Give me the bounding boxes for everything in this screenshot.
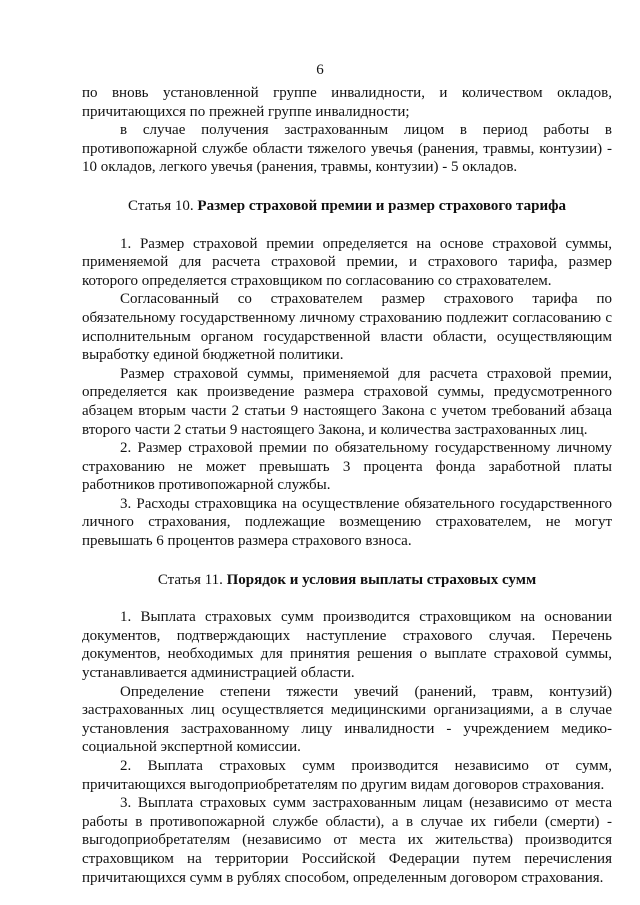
paragraph: в случае получения застрахованным лицом в период работы в противопожарной службе области тяжелого увечья (ранения, травмы, контузии) - 10 окладов, легкого увечья (ранения, травмы, контузии) - 5 окладов.: [82, 122, 612, 176]
paragraph: 3. Выплата страховых сумм застрахованным лицам (независимо от места работы в противопожарной службе области), а в случае их гибели (смерти) - выгодоприобретателям (независимо от места их жительства) производится страховщиком на территории Российской Федерации путем перечисления причитающихся сумм в рублях способом, определенным договором страхования.: [82, 795, 612, 886]
paragraph: 1. Размер страховой премии определяется на основе страховой суммы, применяемой для расчета страховой премии, и страхового тарифа, размер которого определяется страховщиком по согласованию со страхователем.: [82, 235, 612, 289]
paragraph: 1. Выплата страховых сумм производится страховщиком на основании документов, подтверждающих наступление страхового случая. Перечень документов, необходимых для принятия решения о выплате страховой суммы, устанавливается администрацией области.: [82, 609, 612, 682]
paragraph: по вновь установленной группе инвалидности, и количеством окладов, причитающихся по прежней группе инвалидности;: [82, 85, 612, 120]
article-11-heading: [82, 571, 612, 590]
article-11-title: Порядок и условия выплаты страховых сумм: [226, 571, 537, 588]
article-11-prefix: Статья 11.: [157, 571, 223, 588]
article-10-title: Размер страховой премии и размер страхового тарифа: [197, 197, 566, 214]
article-10-heading: [82, 197, 612, 216]
paragraph: 2. Выплата страховых сумм производится независимо от сумм, причитающихся выгодоприобретателям по другим видам договоров страхования.: [82, 758, 612, 793]
page-number: 6: [316, 62, 324, 78]
paragraph: Размер страховой суммы, применяемой для расчета страховой премии, определяется как произведение размера страховой суммы, предусмотренного абзацем вторым части 2 статьи 9 настоящего Закона с учетом требований абзаца второго части 2 статьи 9 настоящего Закона, и количества застрахованных лиц.: [82, 365, 612, 438]
paragraph: 3. Расходы страховщика на осуществление обязательного государственного личного страхования, подлежащие возмещению страхователем, не могут превышать 6 процентов размера страхового взноса.: [82, 495, 612, 550]
paragraph: Определение степени тяжести увечий (ранений, травм, контузий) застрахованных лиц осуществляется медицинскими организациями, а в случае установления застрахованному лицу инвалидности - учреждением медико-социальной экспертной комиссии.: [82, 683, 612, 756]
document-body: [82, 84, 612, 887]
paragraph: Согласованный со страхователем размер страхового тарифа по обязательному государственному личному страхованию подлежит согласованию с исполнительным органом государственной власти области, осуществляющим выработку единой бюджетной политики.: [82, 291, 612, 364]
article-10-prefix: Статья 10.: [128, 197, 194, 214]
paragraph: 2. Размер страховой премии по обязательному государственному личному страхованию не может превышать 3 процента фонда заработной платы работников противопожарной службы.: [82, 440, 612, 494]
